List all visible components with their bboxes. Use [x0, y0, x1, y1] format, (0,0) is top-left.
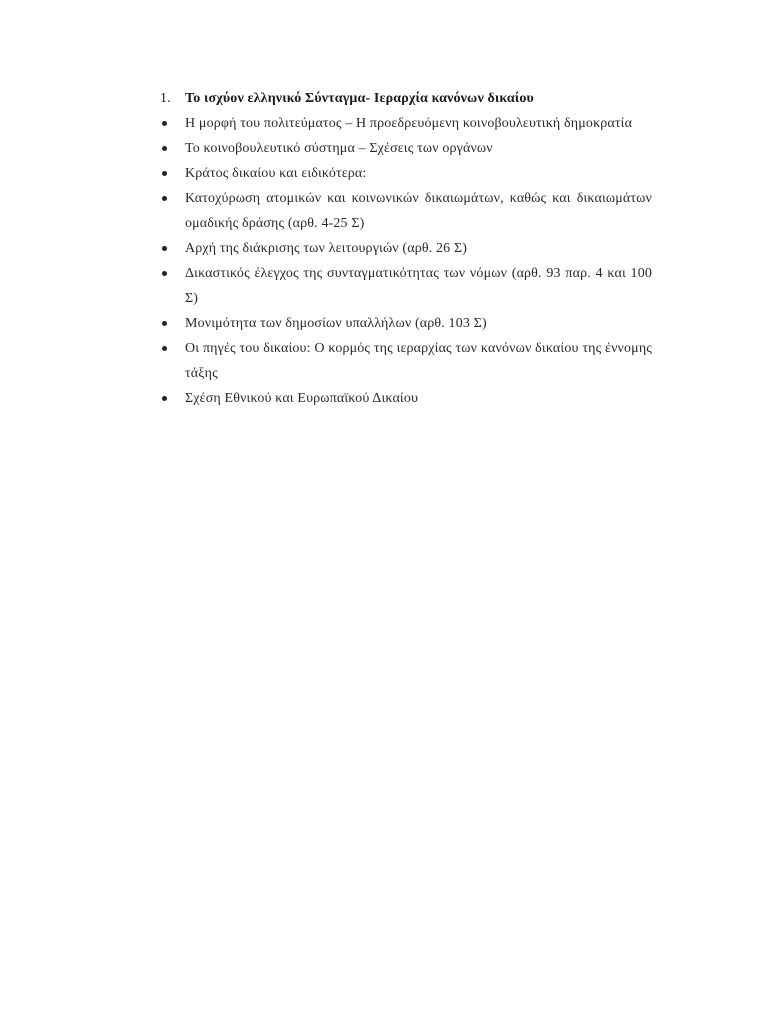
list-item: [160, 161, 652, 186]
section-heading: [160, 86, 652, 111]
list-item-text: Οι πηγές του δικαίου: Ο κορμός της ιεραρχίας των κανόνων δικαίου της έννομης τάξης: [185, 341, 652, 381]
list-item: [160, 261, 652, 311]
list-item: [160, 386, 652, 411]
list-item: [160, 311, 652, 336]
list-item: [160, 236, 652, 261]
section-title: Το ισχύον ελληνικό Σύνταγμα- Ιεραρχία κανόνων δικαίου: [185, 91, 534, 106]
list-item: [160, 186, 652, 236]
list-item-text: Αρχή της διάκρισης των λειτουργιών (αρθ. 26 Σ): [185, 241, 468, 256]
list-item: [160, 136, 652, 161]
section-number: 1.: [160, 91, 171, 106]
list-item-text: Κράτος δικαίου και ειδικότερα:: [185, 166, 367, 181]
list-item-text: Η μορφή του πολιτεύματος – Η προεδρευόμενη κοινοβουλευτική δημοκρατία: [185, 116, 633, 131]
document-body: [160, 86, 652, 411]
list-item: [160, 336, 652, 386]
list-item-text: Σχέση Εθνικού και Ευρωπαϊκού Δικαίου: [185, 391, 419, 406]
list-item-text: Μονιμότητα των δημοσίων υπαλλήλων (αρθ. 103 Σ): [185, 316, 487, 331]
list-item-text: Δικαστικός έλεγχος της συνταγματικότητας των νόμων (αρθ. 93 παρ. 4 και 100 Σ): [185, 266, 652, 306]
list-item-text: Το κοινοβουλευτικό σύστημα – Σχέσεις των οργάνων: [185, 141, 493, 156]
list-item: [160, 111, 652, 136]
list-item-text: Κατοχύρωση ατομικών και κοινωνικών δικαιωμάτων, καθώς και δικαιωμάτων ομαδικής δράσης (αρθ. 4-25 Σ): [185, 191, 652, 231]
